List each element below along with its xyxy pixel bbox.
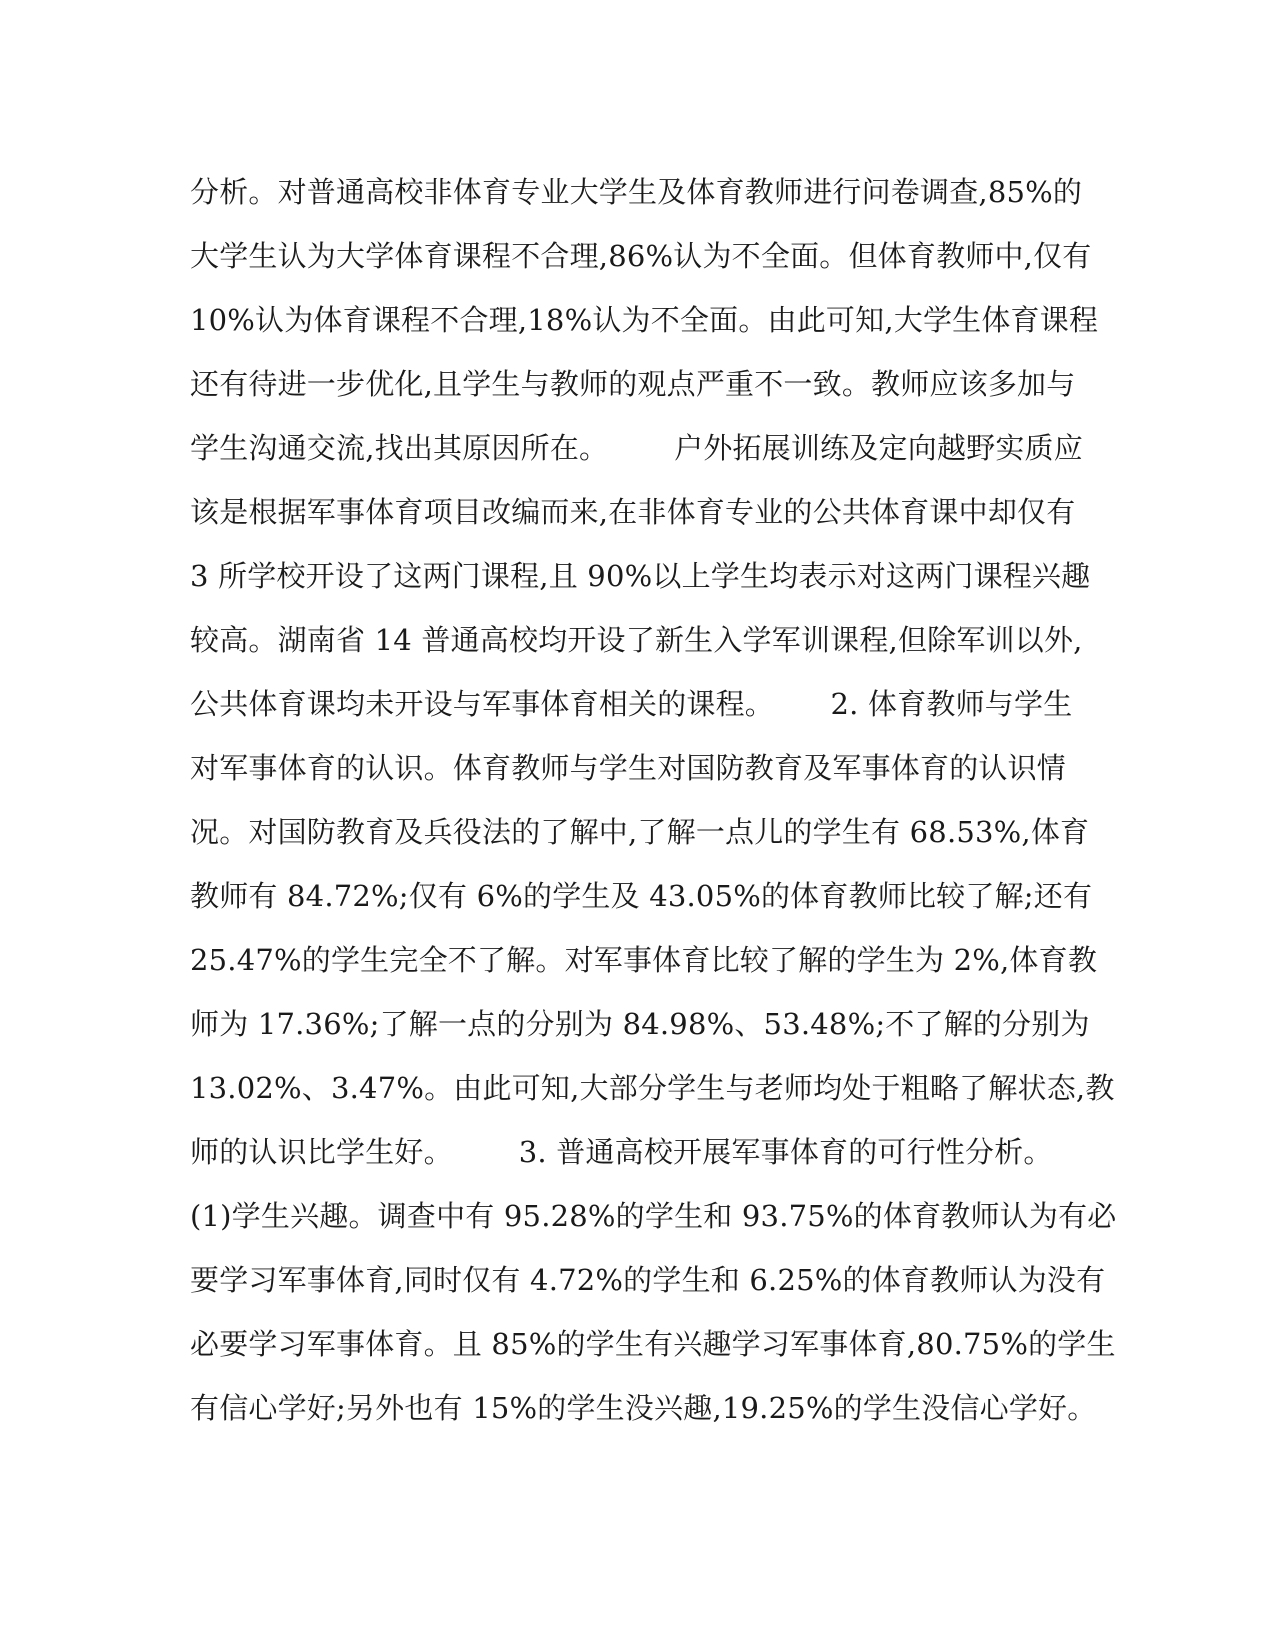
text-line: 学生沟通交流,找出其原因所在。 户外拓展训练及定向越野实质应	[190, 431, 1083, 465]
text-line: 况。对国防教育及兵役法的了解中,了解一点儿的学生有 68.53%,体育	[190, 815, 1090, 849]
text-line: 必要学习军事体育。且 85%的学生有兴趣学习军事体育,80.75%的学生	[190, 1327, 1116, 1361]
text-line: 10%认为体育课程不合理,18%认为不全面。由此可知,大学生体育课程	[190, 303, 1099, 337]
text-line: (1)学生兴趣。调查中有 95.28%的学生和 93.75%的体育教师认为有必	[190, 1199, 1117, 1233]
text-line: 3 所学校开设了这两门课程,且 90%以上学生均表示对这两门课程兴趣	[190, 559, 1091, 593]
text-line: 分析。对普通高校非体育专业大学生及体育教师进行问卷调查,85%的	[190, 175, 1083, 209]
text-line: 师为 17.36%;了解一点的分别为 84.98%、53.48%;不了解的分别为	[190, 1007, 1090, 1041]
text-line: 该是根据军事体育项目改编而来,在非体育专业的公共体育课中却仅有	[190, 495, 1076, 529]
text-line: 大学生认为大学体育课程不合理,86%认为不全面。但体育教师中,仅有	[190, 239, 1092, 273]
text-line: 25.47%的学生完全不了解。对军事体育比较了解的学生为 2%,体育教	[190, 943, 1098, 977]
text-line: 要学习军事体育,同时仅有 4.72%的学生和 6.25%的体育教师认为没有	[190, 1263, 1106, 1297]
text-line: 较高。湖南省 14 普通高校均开设了新生入学军训课程,但除军训以外,	[190, 623, 1083, 657]
text-line: 公共体育课均未开设与军事体育相关的课程。 2. 体育教师与学生	[190, 687, 1073, 721]
text-line: 对军事体育的认识。体育教师与学生对国防教育及军事体育的认识情	[190, 751, 1067, 785]
text-line: 有信心学好;另外也有 15%的学生没兴趣,19.25%的学生没信心学好。	[190, 1391, 1097, 1425]
text-line: 还有待进一步优化,且学生与教师的观点严重不一致。教师应该多加与	[190, 367, 1076, 401]
text-line: 13.02%、3.47%。由此可知,大部分学生与老师均处于粗略了解状态,教	[190, 1071, 1115, 1105]
body-text	[190, 160, 1117, 1440]
text-line: 教师有 84.72%;仅有 6%的学生及 43.05%的体育教师比较了解;还有	[190, 879, 1093, 913]
text-line: 师的认识比学生好。 3. 普通高校开展军事体育的可行性分析。	[190, 1135, 1053, 1169]
